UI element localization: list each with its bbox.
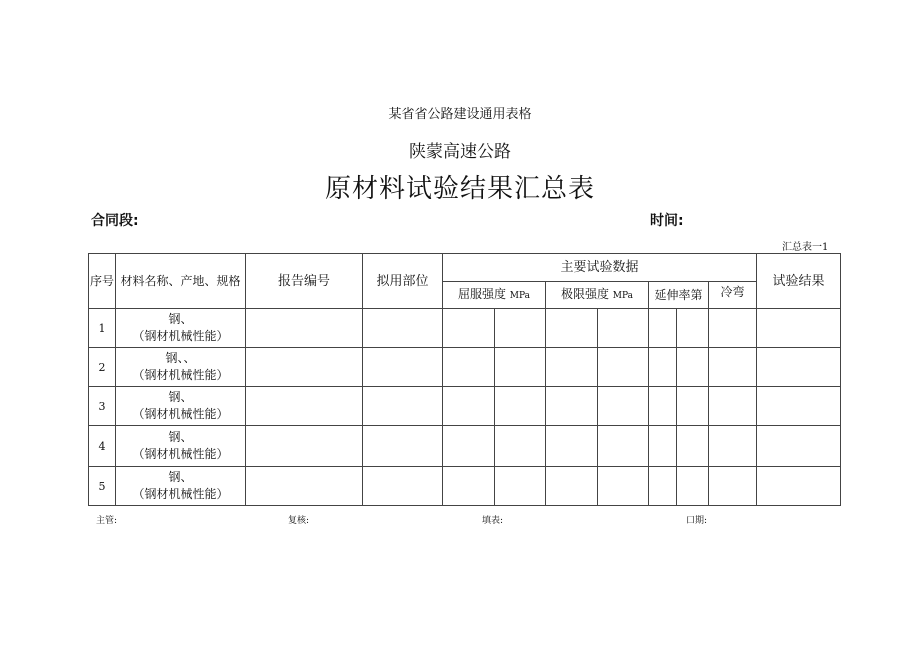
material-name: 钢、、 — [165, 351, 196, 365]
empty-cell — [677, 348, 709, 387]
empty-cell — [598, 387, 649, 426]
material-type: （钢材机械性能） — [132, 407, 229, 421]
empty-cell — [246, 309, 363, 348]
empty-cell — [363, 309, 443, 348]
empty-cell — [495, 309, 546, 348]
material-name: 钢、 — [168, 430, 193, 444]
empty-cell — [363, 348, 443, 387]
col-header-bend: 冷弯 — [709, 282, 757, 309]
form-number: 汇总表一1 — [782, 242, 829, 253]
row-index: 1 — [89, 309, 116, 348]
empty-cell — [649, 309, 677, 348]
row-material — [116, 426, 246, 467]
empty-cell — [598, 426, 649, 467]
col-header-main-data: 主要试验数据 — [443, 254, 757, 282]
filler-label: 填表: — [482, 516, 504, 526]
empty-cell — [495, 467, 546, 506]
reviewer-label: 复核: — [288, 516, 310, 526]
empty-cell — [757, 348, 841, 387]
empty-cell — [677, 467, 709, 506]
empty-cell — [709, 467, 757, 506]
col-header-elongation: 延伸率第 — [649, 282, 709, 309]
empty-cell — [495, 348, 546, 387]
supervisor-label: 主管: — [96, 516, 118, 526]
empty-cell — [649, 348, 677, 387]
empty-cell — [546, 426, 598, 467]
empty-cell — [363, 387, 443, 426]
empty-cell — [546, 309, 598, 348]
empty-cell — [598, 348, 649, 387]
date-label: 口期: — [686, 516, 708, 526]
empty-cell — [677, 387, 709, 426]
empty-cell — [546, 467, 598, 506]
col-header-report-no: 报告编号 — [246, 254, 363, 309]
empty-cell — [246, 387, 363, 426]
material-type: （钢材机械性能） — [132, 487, 229, 501]
empty-cell — [495, 387, 546, 426]
row-index: 4 — [89, 426, 116, 467]
material-name: 钢、 — [168, 390, 193, 404]
empty-cell — [677, 426, 709, 467]
row-index: 2 — [89, 348, 116, 387]
contract-section-label: 合同段: — [91, 213, 139, 229]
row-material — [116, 348, 246, 387]
empty-cell — [246, 467, 363, 506]
empty-cell — [649, 387, 677, 426]
empty-cell — [709, 387, 757, 426]
empty-cell — [757, 309, 841, 348]
material-name: 钢、 — [168, 312, 193, 326]
row-material — [116, 467, 246, 506]
project-name: 陕蒙高速公路 — [409, 142, 511, 162]
row-material — [116, 309, 246, 348]
empty-cell — [546, 348, 598, 387]
empty-cell — [649, 426, 677, 467]
col-header-material: 材料名称、产地、规格 — [116, 254, 246, 309]
col-header-result: 试验结果 — [757, 254, 841, 309]
empty-cell — [757, 467, 841, 506]
empty-cell — [363, 467, 443, 506]
col-header-index: 序号 — [89, 254, 116, 309]
empty-cell — [443, 467, 495, 506]
empty-cell — [443, 309, 495, 348]
summary-table — [88, 253, 841, 506]
empty-cell — [598, 309, 649, 348]
empty-cell — [598, 467, 649, 506]
row-index: 3 — [89, 387, 116, 426]
empty-cell — [246, 348, 363, 387]
empty-cell — [443, 387, 495, 426]
table-row — [89, 426, 841, 467]
table-row — [89, 467, 841, 506]
table-row — [89, 309, 841, 348]
organization-header: 某省省公路建设通用表格 — [388, 107, 532, 122]
empty-cell — [709, 348, 757, 387]
empty-cell — [363, 426, 443, 467]
ultimate-unit: MPa — [612, 290, 634, 301]
empty-cell — [757, 426, 841, 467]
material-name: 钢、 — [168, 470, 193, 484]
row-index: 5 — [89, 467, 116, 506]
empty-cell — [443, 348, 495, 387]
col-header-usage: 拟用部位 — [363, 254, 443, 309]
empty-cell — [709, 309, 757, 348]
row-material — [116, 387, 246, 426]
time-label: 时间: — [650, 213, 684, 229]
table-row — [89, 348, 841, 387]
empty-cell — [443, 426, 495, 467]
table-row — [89, 387, 841, 426]
empty-cell — [546, 387, 598, 426]
empty-cell — [677, 309, 709, 348]
page-title: 原材料试验结果汇总表 — [324, 174, 595, 204]
empty-cell — [649, 467, 677, 506]
signature-footer — [96, 513, 840, 525]
material-type: （钢材机械性能） — [132, 329, 229, 343]
col-header-yield: 屈服强度 MPa — [443, 282, 546, 309]
empty-cell — [495, 426, 546, 467]
material-type: （钢材机械性能） — [132, 447, 229, 461]
empty-cell — [709, 426, 757, 467]
col-header-ultimate: 极限强度 MPa — [546, 282, 649, 309]
empty-cell — [757, 387, 841, 426]
material-type: （钢材机械性能） — [132, 368, 229, 382]
empty-cell — [246, 426, 363, 467]
yield-unit: MPa — [509, 290, 531, 301]
